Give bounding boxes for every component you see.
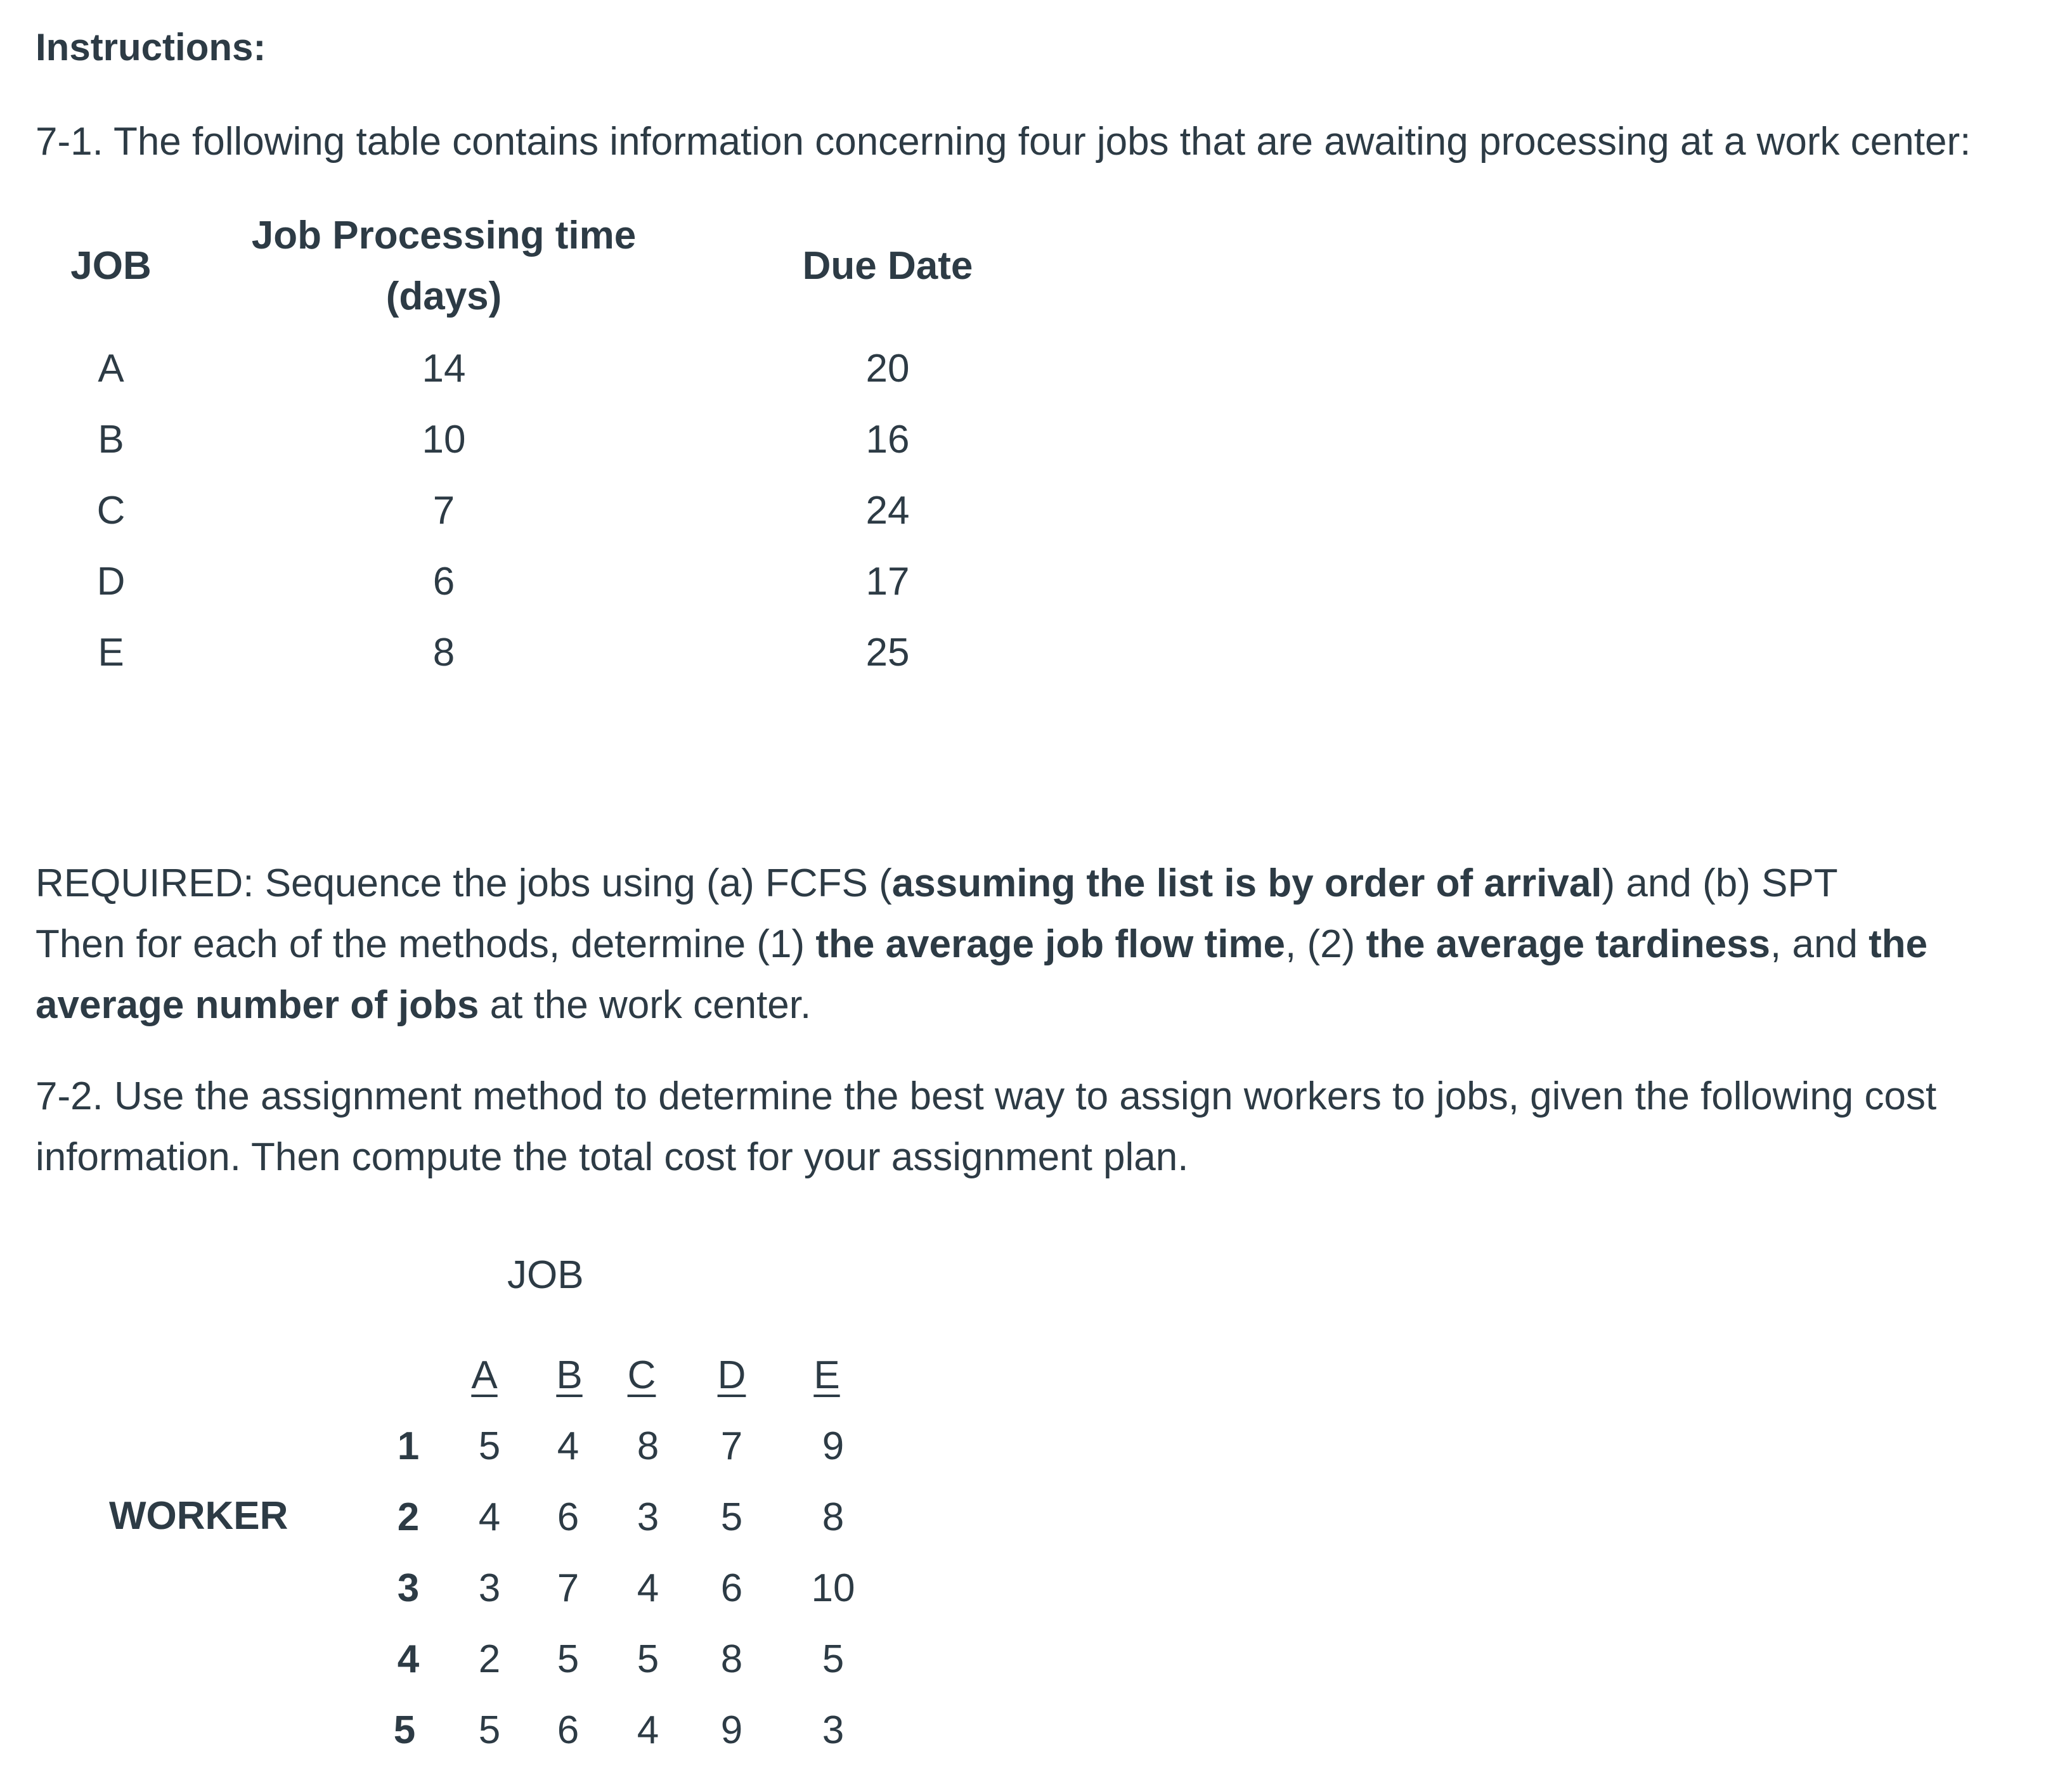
matrix-worker-label: WORKER	[109, 1494, 288, 1538]
required-text: Then for each of the methods, determine (1)	[36, 922, 816, 966]
matrix-cost-cell: 9	[822, 1424, 845, 1468]
job-row-job: E	[98, 631, 124, 674]
job-row-time: 7	[432, 489, 455, 532]
job-row-job: C	[96, 489, 126, 532]
matrix-cost-cell: 6	[557, 1708, 580, 1752]
matrix-cost-cell: 10	[811, 1566, 855, 1610]
matrix-cost-cell: 5	[637, 1637, 659, 1681]
required-emphasis: the average job flow time	[815, 922, 1286, 966]
required-emphasis: assuming the list is by order of arrival	[891, 861, 1602, 905]
matrix-cost-cell: 6	[557, 1495, 580, 1539]
matrix-column-header: C	[627, 1353, 656, 1397]
job-row-due: 16	[865, 418, 910, 461]
required-text: ) and (b) SPT	[1602, 861, 1838, 905]
job-column-header: JOB	[70, 244, 152, 288]
matrix-cost-cell: 9	[720, 1708, 743, 1752]
required-emphasis: the average tardiness	[1366, 922, 1771, 966]
matrix-cost-cell: 8	[720, 1637, 743, 1681]
processing-time-header-line1: Job Processing time	[251, 214, 637, 257]
processing-time-header-line2: (days)	[385, 274, 502, 318]
matrix-cost-cell: 4	[637, 1708, 659, 1752]
problem-7-2-intro: 7-2. Use the assignment method to determine the best way to assign workers to jobs, given the following cost information. Then compute the total cost for your assignment plan.	[36, 1074, 1937, 1179]
matrix-cost-cell: 7	[720, 1424, 743, 1468]
matrix-column-header: D	[717, 1353, 746, 1397]
matrix-worker-number: 1	[397, 1424, 420, 1468]
due-date-header: Due Date	[802, 244, 973, 288]
required-text: at the work center.	[479, 983, 812, 1027]
matrix-cost-cell: 4	[557, 1424, 580, 1468]
matrix-cost-cell: 4	[637, 1566, 659, 1610]
matrix-cost-cell: 5	[478, 1708, 501, 1752]
job-row-job: A	[98, 347, 124, 390]
job-row-time: 6	[432, 560, 455, 603]
problem-7-1-intro: 7-1. The following table contains information concerning four jobs that are awaiting processing at a work center:	[36, 120, 1971, 164]
matrix-cost-cell: 5	[822, 1637, 845, 1681]
required-paragraph	[36, 853, 1963, 1036]
matrix-cost-cell: 5	[478, 1424, 501, 1468]
job-row-job: D	[96, 560, 126, 603]
matrix-column-header: E	[813, 1353, 840, 1397]
matrix-worker-number: 2	[397, 1495, 420, 1539]
required-emphasis: the average number of jobs	[36, 922, 1928, 1027]
matrix-cost-cell: 3	[822, 1708, 845, 1752]
matrix-cost-cell: 4	[478, 1495, 501, 1539]
instructions-heading: Instructions:	[36, 26, 266, 68]
matrix-cost-cell: 8	[822, 1495, 845, 1539]
matrix-cost-cell: 7	[557, 1566, 580, 1610]
job-row-due: 25	[865, 631, 910, 674]
matrix-cost-cell: 8	[637, 1424, 659, 1468]
matrix-cost-cell: 5	[557, 1637, 580, 1681]
matrix-worker-number: 4	[397, 1637, 420, 1681]
required-text: REQUIRED: Sequence the jobs using (a) FCFS (	[36, 861, 892, 905]
job-row-due: 20	[865, 347, 910, 390]
matrix-cost-cell: 3	[637, 1495, 659, 1539]
required-text: , (2)	[1285, 922, 1366, 966]
job-row-time: 8	[432, 631, 455, 674]
matrix-column-header: B	[556, 1353, 583, 1397]
matrix-column-header: A	[471, 1353, 498, 1397]
job-row-due: 17	[865, 560, 910, 603]
job-row-time: 14	[422, 347, 466, 390]
matrix-worker-number: 5	[393, 1708, 416, 1752]
matrix-cost-cell: 2	[478, 1637, 501, 1681]
matrix-cost-cell: 3	[478, 1566, 501, 1610]
job-row-due: 24	[865, 489, 910, 532]
job-row-job: B	[98, 418, 124, 461]
matrix-worker-number: 3	[397, 1566, 420, 1610]
matrix-job-label: JOB	[507, 1253, 584, 1297]
job-row-time: 10	[422, 418, 466, 461]
matrix-cost-cell: 5	[720, 1495, 743, 1539]
matrix-cost-cell: 6	[720, 1566, 743, 1610]
required-text: , and	[1770, 922, 1869, 966]
